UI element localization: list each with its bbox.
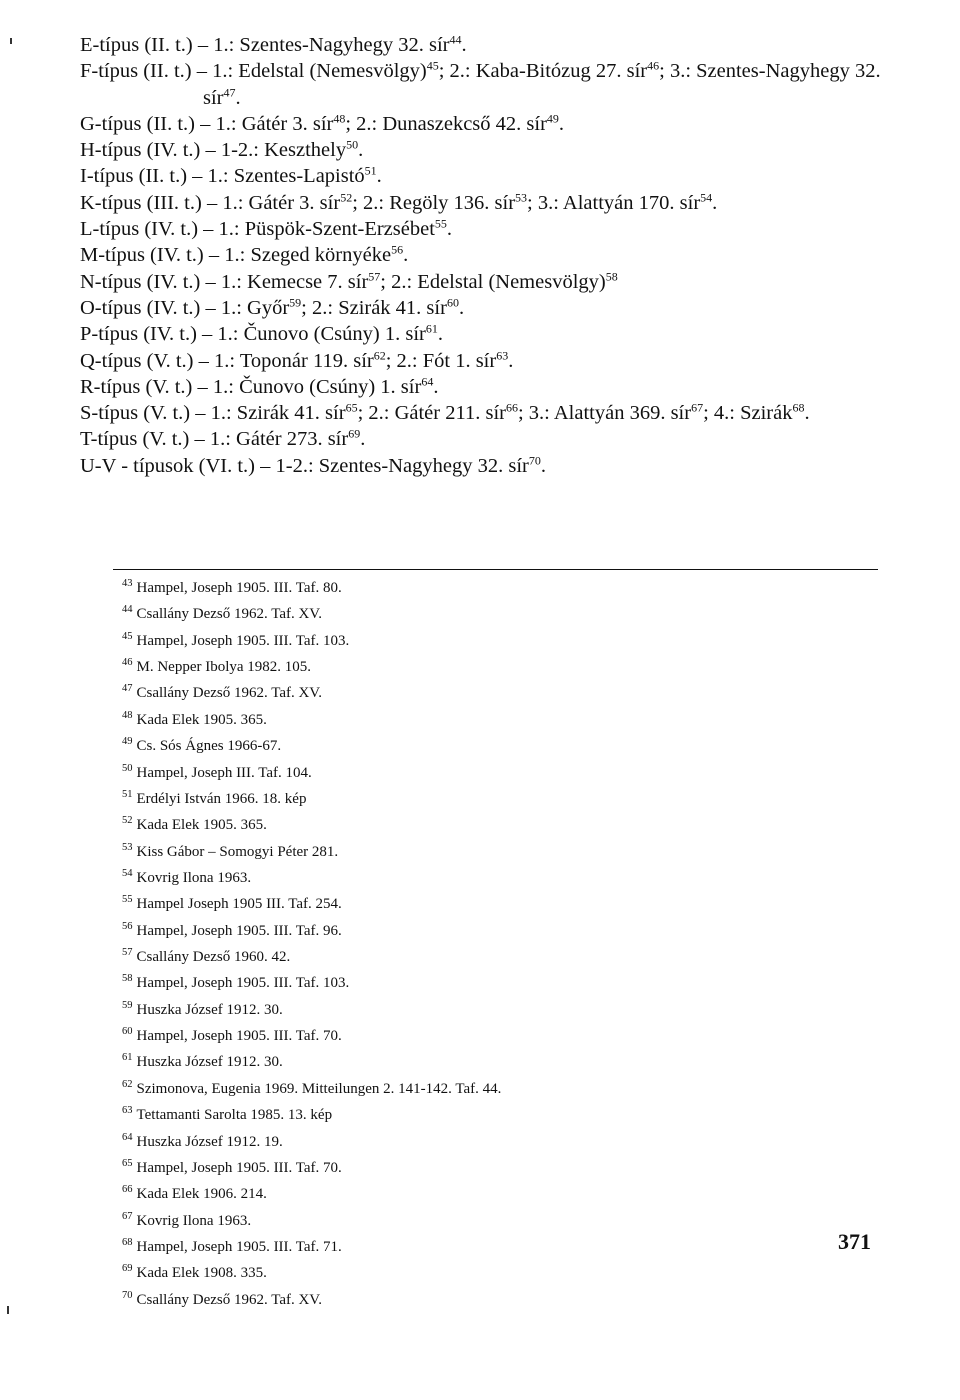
footnote-text: Hampel, Joseph 1905. III. Taf. 71. [136,1238,342,1255]
type-entry-f: F-típus (II. t.) – 1.: Edelstal (Nemesvölgy)$^{45}$; 2.: Kaba-Bitózug 27. sír$^{46}$; 3.: Szentes-Nagyhegy 32. sír$^{47}$. [80,58,881,109]
footnote-number: 60 [122,1026,133,1038]
footnote-text: Kada Elek 1906. 214. [136,1186,267,1203]
footnote-separator-rule [113,569,878,570]
footnote-text: Hampel, Joseph 1905. III. Taf. 70. [136,1027,342,1044]
footnote-number: 58 [122,973,133,985]
footnote-text: Hampel, Joseph 1905. III. Taf. 103. [136,975,350,992]
footnote [122,1127,822,1153]
footnote-number: 69 [122,1263,133,1275]
footnote [122,1021,822,1047]
footnote [122,705,822,731]
footnote [122,1258,822,1284]
footnote-number: 64 [122,1131,133,1143]
footnote-number: 45 [122,630,133,642]
footnote-number: 68 [122,1236,133,1248]
type-entry-g: G-típus (II. t.) – 1.: Gátér 3. sír$^{48}$; 2.: Dunaszekcső 42. sír$^{49}$. [80,111,565,135]
footnote-text: Kovrig Ilona 1963. [136,869,252,886]
footnote-text: Kada Elek 1905. 365. [136,817,267,833]
footnote-number: 61 [122,1052,133,1064]
footnote-text: Csallány Dezső 1962. Taf. XV. [136,685,322,702]
footnote [122,863,822,889]
footnote [122,1100,822,1126]
footnotes-list [122,573,822,1311]
footnote-text: Hampel, Joseph III. Taf. 104. [136,764,312,781]
footnote [122,599,822,625]
footnote [122,1232,822,1258]
footnote [122,1047,822,1073]
footnote [122,916,822,942]
type-entry-s: S-típus (V. t.) – 1.: Szirák 41. sír$^{65}$; 2.: Gátér 211. sír$^{66}$; 3.: Alattyán 369. sír$^{67}$; 4.: Szirák$^{68}$. [80,400,810,425]
type-entry-o: O-típus (IV. t.) – 1.: Győr$^{59}$; 2.: Szirák 41. sír$^{60}$. [80,295,465,319]
footnote-number: 51 [122,788,133,800]
footnote [122,573,822,599]
type-entry-n: N-típus (IV. t.) – 1.: Kemecse 7. sír$^{57}$; 2.: Edelstal (Nemesvölgy)$^{58}$ [80,269,618,293]
footnote-number: 48 [122,709,133,721]
footnote-text: Kiss Gábor – Somogyi Péter 281. [136,843,339,860]
footnote-number: 50 [122,762,133,774]
footnote [122,784,822,810]
footnote-number: 70 [122,1289,133,1301]
footnote [122,1074,822,1100]
footnote [122,758,822,784]
footnote-number: 65 [122,1157,133,1169]
footnote-text: Hampel, Joseph 1905. III. Taf. 80. [136,579,342,596]
type-entry-e: E-típus (II. t.) – 1.: Szentes-Nagyhegy 32. sír$^{44}$. [80,32,467,56]
footnote-number: 53 [122,841,133,853]
footnote-number: 63 [122,1105,133,1117]
type-entry-h: H-típus (IV. t.) – 1-2.: Keszthely$^{50}$. [80,137,364,162]
type-entry-i: I-típus (II. t.) – 1.: Szentes-Lapistó$^{51}$. [80,164,382,188]
footnote-number: 55 [122,894,133,906]
footnote [122,1206,822,1232]
footnote-number: 44 [122,604,133,616]
footnote-number: 66 [122,1184,133,1196]
footnote-text: Hampel, Joseph 1905. III. Taf. 103. [136,632,350,649]
footnote-number: 47 [122,683,133,695]
type-entry-q: Q-típus (V. t.) – 1.: Toponár 119. sír$^{62}$; 2.: Fót 1. sír$^{63}$. [80,348,514,372]
footnote-text: Csallány Dezső 1962. Taf. XV. [136,1291,322,1308]
footnote [122,1153,822,1179]
footnote [122,837,822,863]
type-entry-u-v: U-V - típusok (VI. t.) – 1-2.: Szentes-Nagyhegy 32. sír$^{70}$. [80,453,546,477]
type-entry-m: M-típus (IV. t.) – 1.: Szeged környéke$^{56}$. [80,242,409,267]
footnote-text: Kada Elek 1905. 365. [136,711,267,728]
footnote-text: Erdélyi István 1966. 18. kép [136,790,307,807]
footnote-number: 49 [122,736,133,748]
footnote-number: 56 [122,920,133,932]
footnote-number: 67 [122,1210,133,1222]
type-list [80,32,900,479]
footnote [122,889,822,915]
footnote-text: Szimonova, Eugenia 1969. Mitteilungen 2. 141-142. Taf. 44. [136,1080,502,1097]
footnote-text: Huszka József 1912. 19. [136,1133,283,1150]
footnote-text: Hampel Joseph 1905 III. Taf. 254. [136,896,342,913]
footnote-text: Hampel, Joseph 1905. III. Taf. 96. [136,922,342,939]
footnote [122,652,822,678]
footnote-number: 54 [122,867,133,879]
footnote-number: 57 [122,947,133,959]
type-entry-p: P-típus (IV. t.) – 1.: Čunovo (Csúny) 1. sír$^{61}$. [80,321,443,346]
footnote [122,995,822,1021]
footnote-number: 52 [122,815,133,827]
footnote-text: Csallány Dezső 1960. 42. [136,948,291,965]
footnote [122,810,822,836]
type-entry-t: T-típus (V. t.) – 1.: Gátér 273. sír$^{69}$. [80,427,366,451]
footnote-text: M. Nepper Ibolya 1982. 105. [136,658,312,675]
footnote-text: Tettamanti Sarolta 1985. 13. kép [136,1106,333,1123]
type-entry-k: K-típus (III. t.) – 1.: Gátér 3. sír$^{52}$; 2.: Regöly 136. sír$^{53}$; 3.: Alattyán 170. sír$^{54}$. [80,190,718,214]
footnote-number: 43 [122,578,133,589]
footnote [122,1285,822,1311]
footnote-text: Kovrig Ilona 1963. [136,1212,252,1229]
footnote-number: 59 [122,999,133,1011]
scan-speck [7,1306,9,1314]
footnote [122,731,822,757]
footnote-text: Csallány Dezső 1962. Taf. XV. [136,606,322,623]
footnote [122,626,822,652]
footnote-text: Cs. Sós Ágnes 1966-67. [136,737,282,754]
footnote [122,942,822,968]
footnote [122,1179,822,1205]
footnote [122,968,822,994]
footnote-text: Hampel, Joseph 1905. III. Taf. 70. [136,1159,342,1176]
page-number: 371 [838,1229,871,1254]
footnote-text: Huszka József 1912. 30. [136,1001,283,1018]
footnote-number: 46 [122,657,133,669]
type-entry-l: L-típus (IV. t.) – 1.: Püspök-Szent-Erzsébet$^{55}$. [80,216,453,241]
footnote-text: Kada Elek 1908. 335. [136,1265,267,1282]
footnote-text: Huszka József 1912. 30. [136,1054,283,1071]
scan-speck [10,38,12,44]
type-entry-r: R-típus (V. t.) – 1.: Čunovo (Csúny) 1. sír$^{64}$. [80,374,439,398]
footnote [122,678,822,704]
footnote-number: 62 [122,1078,133,1090]
